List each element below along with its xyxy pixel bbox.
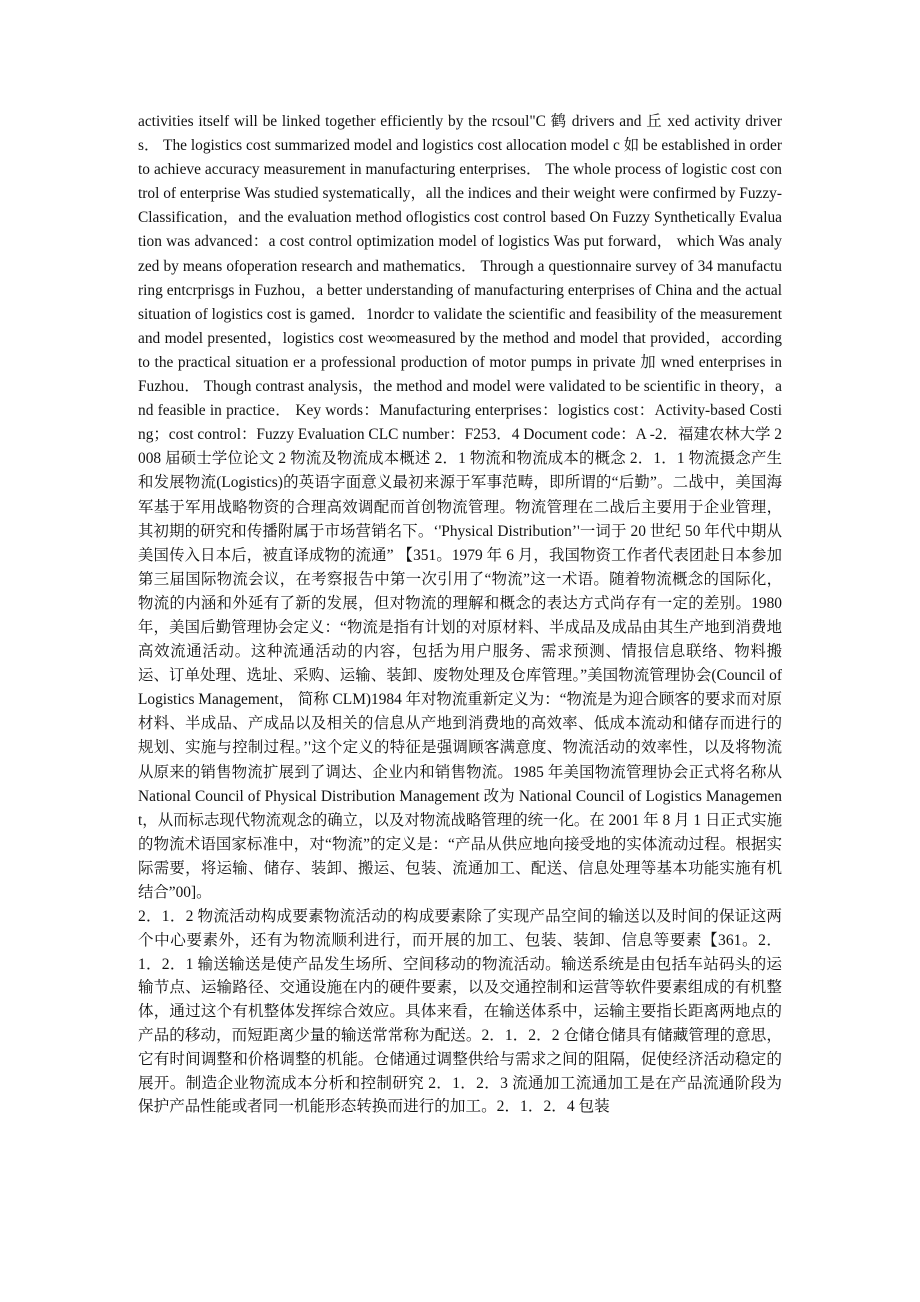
abstract-and-chapter-paragraph: activities itself will be linked together efficiently by the rcsoul"C 鹤 drivers and 丘 xed activity drivers． The logistics cost summarized model and logistics cost allocation model c 如 be established in order to achieve accuracy measurement in manufacturing enterprises． The whole process of logistic cost control of enterprise Was studied systematically，all the indices and their weight were confirmed by Fuzzy-Classification，and the evaluation method oflogistics cost control based On Fuzzy Synthetically Evaluation was advanced：a cost control optimization model of logistics Was put forward， which Was analyzed by means ofoperation research and mathematics． Through a questionnaire survey of 34 manufacturing entcrprisgs in Fuzhou，a better understanding of manufacturing enterprises of China and the actual situation of logistics cost is gamed．1nordcr to validate the scientific and feasibility of the measurement and model presented，logistics cost we∞measured by the method and model that provided，according to the practical situation er a professional production of motor pumps in private 加 wned enterprises in Fuzhou． Though contrast analysis，the method and model were validated to be scientific in theory，and feasible in practice． Key words：Manufacturing enterprises：logistics cost：Activity-based Costing；cost control：Fuzzy Evaluation CLC number：F253．4 Document code：A -2．福建农林大学 2008 届硕士学位论文 2 物流及物流成本概述 2．1 物流和物流成本的概念 2．1．1 物流摄念产生和发展物流(Logistics)的英语字面意义最初来源于军事范畴，即所谓的“后勤”。二战中，美国海军基于军用战略物资的合理高效调配而首创物流管理。物流管理在二战后主要用于企业管理，其初期的研究和传播附属于市场营销名下。‘'Physical Distribution’'一词于 20 世纪 50 年代中期从美国传入日本后，被直译成物的流通” 【351。1979 年 6 月，我国物资工作者代表团赴日本参加第三届国际物流会议，在考察报告中第一次引用了“物流”这一术语。随着物流概念的国际化，物流的内涵和外延有了新的发展，但对物流的理解和概念的表达方式尚存有一定的差别。1980 年，美国后勤管理协会定义：“物流是指有计划的对原材料、半成品及成品由其生产地到消费地高效流通活动。这种流通活动的内容，包括为用户服务、需求预测、情报信息联络、物料搬运、订单处理、选址、采购、运输、装卸、废物处理及仓库管理。”美国物流管理协会(Council ofLogistics Management， 简称 CLM)1984 年对物流重新定义为：“物流是为迎合顾客的要求而对原材料、半成品、产成品以及相关的信息从产地到消费地的高效率、低成本流动和储存而进行的规划、实施与控制过程。’'这个定义的特征是强调顾客满意度、物流活动的效率性，以及将物流从原来的销售物流扩展到了调达、企业内和销售物流。1985 年美国物流管理协会正式将名称从 National Council of Physical Distribution Management 改为 National Council of Logistics Management，从而标志现代物流观念的确立，以及对物流战略管理的统一化。在 2001 年 8 月 1 日正式实施的物流术语国家标准中，对“物流”的定义是：“产品从供应地向接受地的实体流动过程。根据实际需要，将运输、储存、装卸、搬运、包装、流通加工、配送、信息处理等基本功能实施有机结合”00]。 <box>138 113 782 901</box>
document-page <box>138 110 782 1119</box>
logistics-elements-paragraph: 2．1．2 物流活动构成要素物流活动的构成要素除了实现产品空间的输送以及时间的保证这两个中心要素外，还有为物流顺利进行，而开展的加工、包装、装卸、信息等要素【361。2．1．2．1 输送输送是使产品发生场所、空间移动的物流活动。输送系统是由包括车站码头的运输节点、运输路径、交通设施在内的硬件要素，以及交通控制和运营等软件要素组成的有机整体，通过这个有机整体发挥综合效应。具体来看，在输送体系中，运输主要指长距离两地点的产品的移动，而短距离少量的输送常常称为配送。2．1．2．2 仓储仓储具有储藏管理的意思，它有时间调整和价格调整的机能。仓储通过调整供给与需求之间的阻隔，促使经济活动稳定的展开。制造企业物流成本分析和控制研究 2．1．2．3 流通加工流通加工是在产品流通阶段为保护产品性能或者同一机能形态转换而进行的加工。2．1．2．4 包装 <box>138 908 782 1116</box>
